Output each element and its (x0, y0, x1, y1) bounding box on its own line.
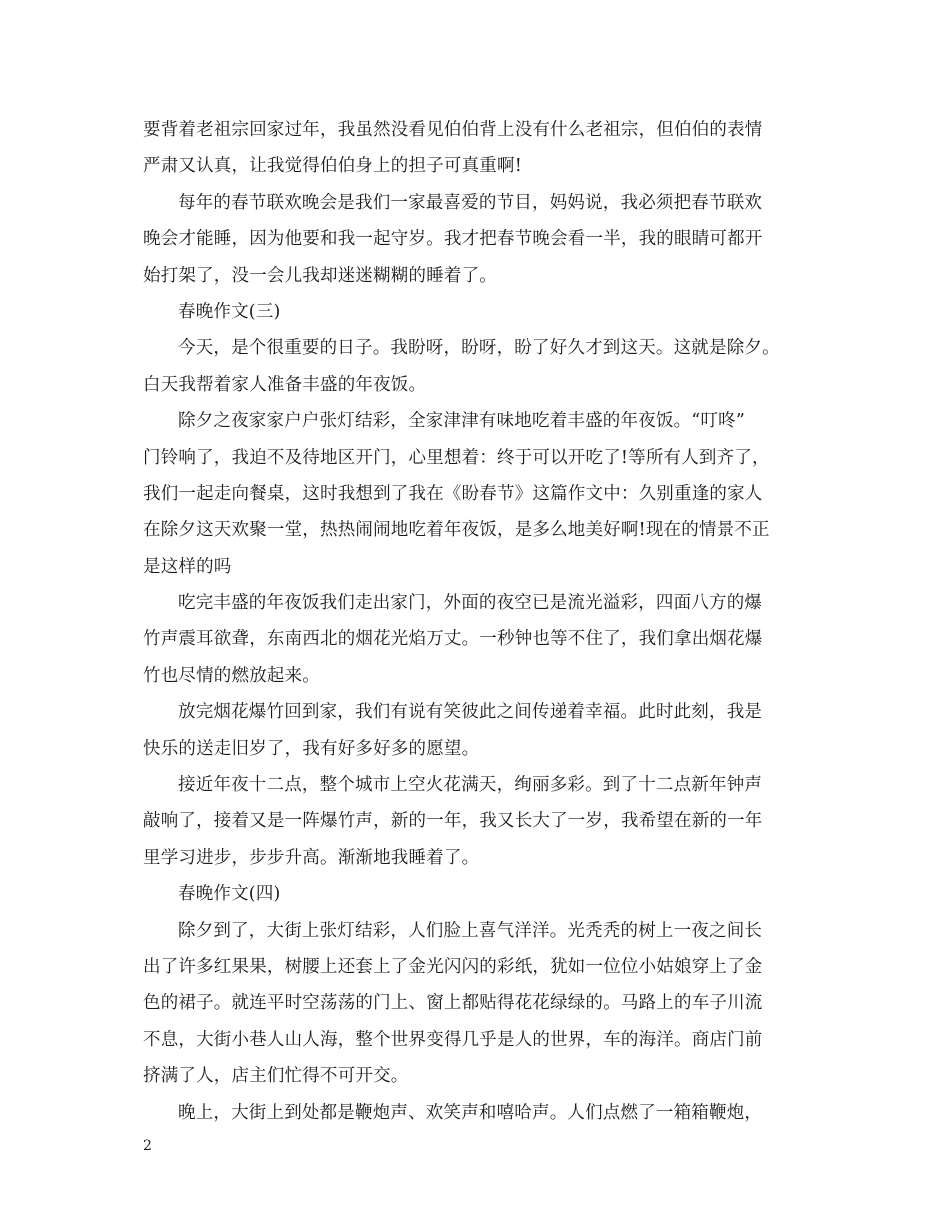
text-line: 我们一起走向餐桌，这时我想到了我在《盼春节》这篇作文中：久别重逢的家人 (143, 483, 763, 504)
text-line: 除夕之夜家家户户张灯结彩，全家津津有味地吃着丰盛的年夜饭。“叮咚” (178, 411, 745, 432)
text-line: 接近年夜十二点，整个城市上空火花满天，绚丽多彩。到了十二点新年钟声 (178, 775, 763, 796)
text-line: 始打架了，没一会儿我却迷迷糊糊的睡着了。 (143, 265, 497, 286)
page-number: 2 (143, 1138, 152, 1154)
text-line: 门铃响了，我迫不及待地区开门，心里想着：终于可以开吃了!等所有人到齐了， (143, 447, 770, 468)
text-line: 敲响了，接着又是一阵爆竹声，新的一年，我又长大了一岁，我希望在新的一年 (143, 811, 763, 832)
text-line: 竹声震耳欲聋，东南西北的烟花光焰万丈。一秒钟也等不住了，我们拿出烟花爆 (143, 629, 763, 650)
text-line: 出了许多红果果，树腰上还套上了金光闪闪的彩纸，犹如一位位小姑娘穿上了金 (143, 956, 763, 977)
text-line: 今天，是个很重要的日子。我盼呀，盼呀，盼了好久才到这天。这就是除夕。 (178, 338, 780, 359)
text-line: 是这样的吗 (143, 556, 232, 577)
text-line: 晚上，大街上到处都是鞭炮声、欢笑声和嘻哈声。人们点燃了一箱箱鞭炮， (178, 1102, 763, 1123)
text-line: 竹也尽情的燃放起来。 (143, 665, 320, 686)
text-line: 吃完丰盛的年夜饭我们走出家门，外面的夜空已是流光溢彩，四面八方的爆 (178, 593, 763, 614)
text-line: 晚会才能睡，因为他要和我一起守岁。我才把春节晚会看一半，我的眼睛可都开 (143, 229, 763, 250)
text-line: 每年的春节联欢晚会是我们一家最喜爱的节目，妈妈说，我必须把春节联欢 (178, 192, 763, 213)
text-line: 在除夕这天欢聚一堂，热热闹闹地吃着年夜饭，是多么地美好啊!现在的情景不正 (143, 520, 770, 541)
text-line: 挤满了人，店主们忙得不可开交。 (143, 1066, 409, 1087)
text-line: 严肃又认真，让我觉得伯伯身上的担子可真重啊! (143, 156, 522, 177)
text-line: 白天我帮着家人准备丰盛的年夜饭。 (143, 374, 427, 395)
text-line: 春晚作文(三) (178, 301, 281, 322)
text-line: 要背着老祖宗回家过年，我虽然没看见伯伯背上没有什么老祖宗，但伯伯的表情 (143, 120, 763, 140)
text-line: 快乐的送走旧岁了，我有好多好多的愿望。 (143, 738, 480, 759)
text-line: 不息，大街小巷人山人海，整个世界变得几乎是人的世界，车的海洋。商店门前 (143, 1029, 763, 1050)
text-line: 里学习进步，步步升高。渐渐地我睡着了。 (143, 847, 480, 868)
text-line: 放完烟花爆竹回到家，我们有说有笑彼此之间传递着幸福。此时此刻，我是 (178, 702, 763, 723)
text-line: 春晚作文(四) (178, 884, 281, 905)
text-line: 色的裙子。就连平时空荡荡的门上、窗上都贴得花花绿绿的。马路上的车子川流 (143, 993, 763, 1014)
document-body (143, 112, 815, 1131)
text-line: 除夕到了，大街上张灯结彩，人们脸上喜气洋洋。光秃秃的树上一夜之间长 (178, 920, 763, 941)
